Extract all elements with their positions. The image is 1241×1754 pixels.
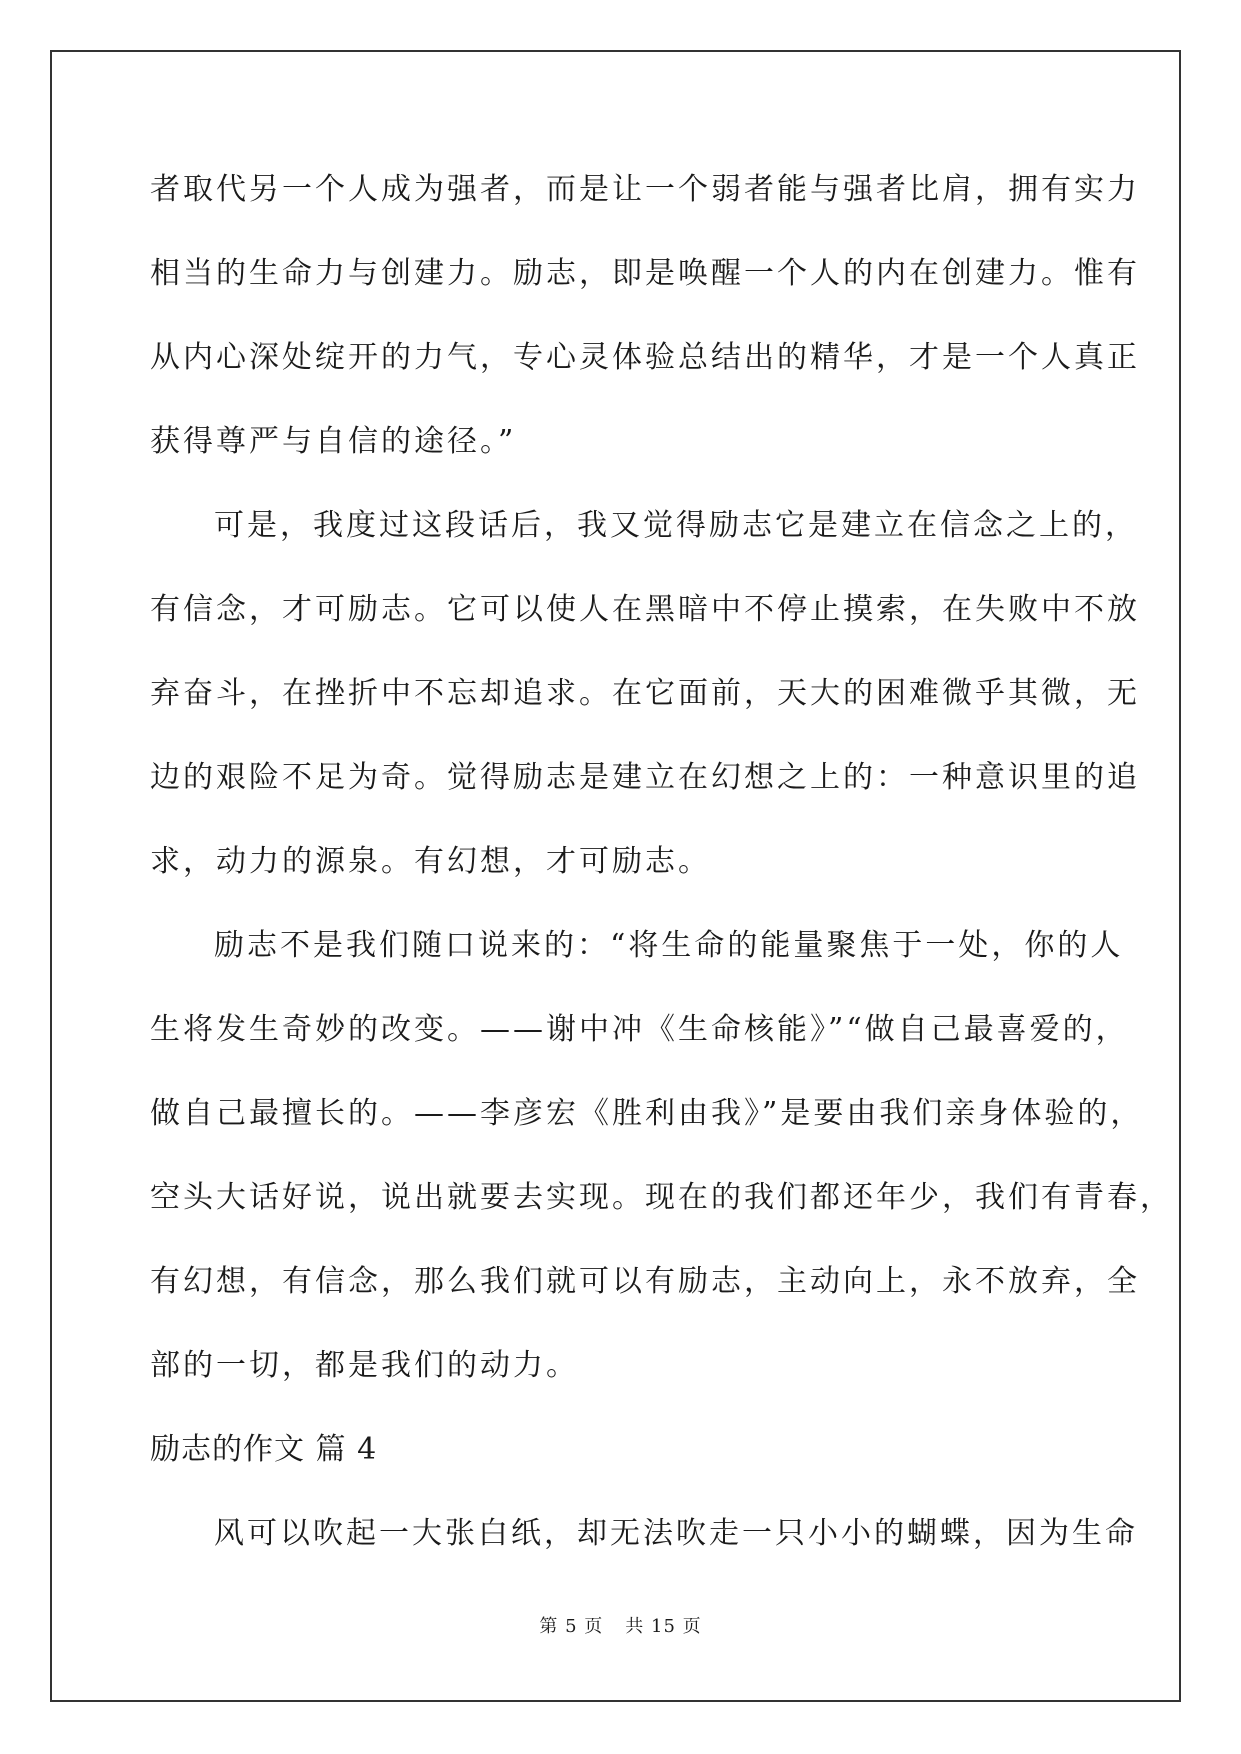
current-page-label: 第 5 页 xyxy=(539,1616,604,1637)
text-line: 求，动力的源泉。有幻想，才可励志。 xyxy=(150,844,711,879)
text-line: 获得尊严与自信的途径。” xyxy=(150,424,517,459)
page-footer xyxy=(0,1612,1241,1638)
paragraph-start-line: 励志不是我们随口说来的：“将生命的能量聚焦于一处，你的人 xyxy=(214,928,1124,963)
text-line: 从内心深处绽开的力气，专心灵体验总结出的精华，才是一个人真正 xyxy=(150,340,1140,375)
text-line: 空头大话好说，说出就要去实现。现在的我们都还年少，我们有青春， xyxy=(150,1180,1173,1215)
text-line: 弃奋斗，在挫折中不忘却追求。在它面前，天大的困难微乎其微，无 xyxy=(150,676,1140,711)
text-line: 做自己最擅长的。——李彦宏《胜利由我》”是要由我们亲身体验的， xyxy=(150,1096,1144,1131)
section-heading: 励志的作文 篇 4 xyxy=(150,1432,378,1467)
text-line: 生将发生奇妙的改变。——谢中冲《生命核能》”“做自己最喜爱的， xyxy=(150,1012,1129,1047)
text-line: 部的一切，都是我们的动力。 xyxy=(150,1348,579,1383)
text-line: 边的艰险不足为奇。觉得励志是建立在幻想之上的：一种意识里的追 xyxy=(150,760,1140,795)
text-line: 相当的生命力与创建力。励志，即是唤醒一个人的内在创建力。惟有 xyxy=(150,256,1140,291)
text-line: 有幻想，有信念，那么我们就可以有励志，主动向上，永不放弃，全 xyxy=(150,1264,1140,1299)
text-line: 有信念，才可励志。它可以使人在黑暗中不停止摸索，在失败中不放 xyxy=(150,592,1140,627)
total-pages-label: 共 15 页 xyxy=(625,1616,702,1637)
document-body xyxy=(150,160,1173,1588)
text-line: 者取代另一个人成为强者，而是让一个弱者能与强者比肩，拥有实力 xyxy=(150,172,1140,207)
paragraph-start-line: 风可以吹起一大张白纸，却无法吹走一只小小的蝴蝶，因为生命 xyxy=(214,1516,1138,1551)
paragraph-start-line: 可是，我度过这段话后，我又觉得励志它是建立在信念之上的， xyxy=(214,508,1138,543)
